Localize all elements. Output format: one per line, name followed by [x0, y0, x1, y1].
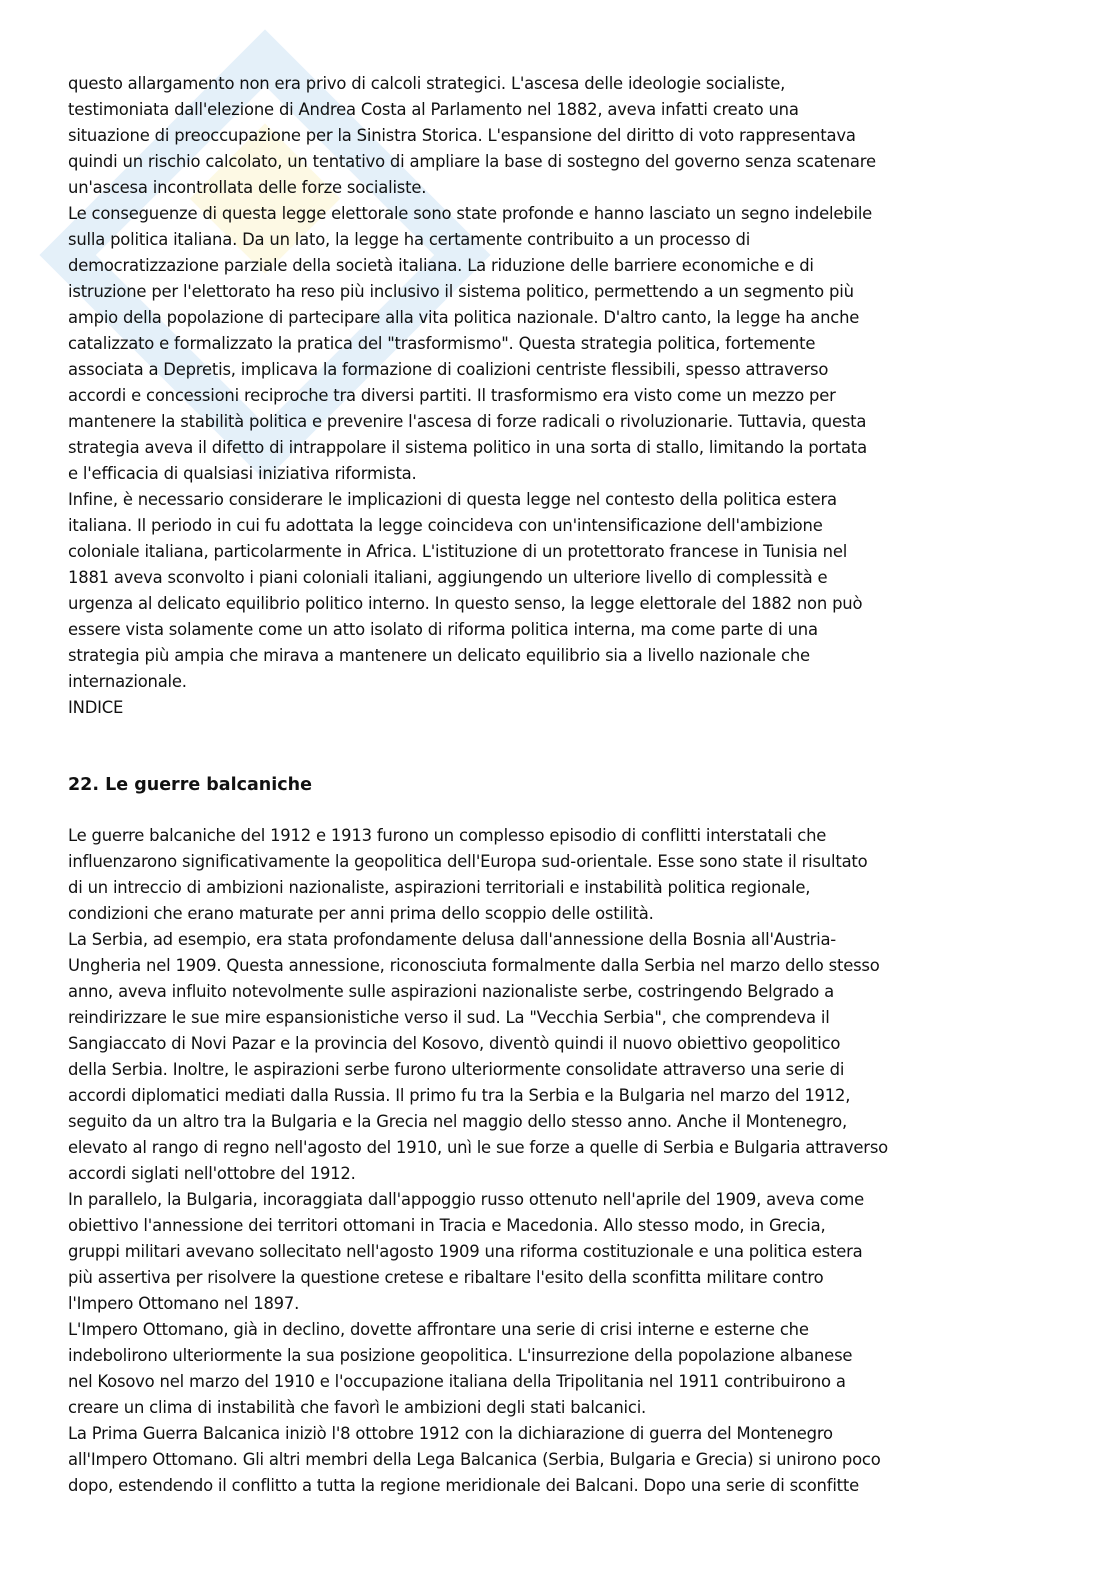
text-line: In parallelo, la Bulgaria, incoraggiata dall'appoggio russo ottenuto nell'aprile del 1909, aveva come [68, 1190, 865, 1209]
text-line: un'ascesa incontrollata delle forze socialiste. [68, 178, 427, 197]
text-line: all'Impero Ottomano. Gli altri membri della Lega Balcanica (Serbia, Bulgaria e Grecia) si unirono poco [68, 1450, 881, 1469]
text-line: Le guerre balcaniche del 1912 e 1913 furono un complesso episodio di conflitti interstatali che [68, 826, 827, 845]
text-line: 1881 aveva sconvolto i piani coloniali italiani, aggiungendo un ulteriore livello di complessità e [68, 568, 828, 587]
text-line: associata a Depretis, implicava la formazione di coalizioni centriste flessibili, spesso attraverso [68, 360, 829, 379]
text-line: essere vista solamente come un atto isolato di riforma politica interna, ma come parte di una [68, 620, 818, 639]
text-line: e l'efficacia di qualsiasi iniziativa riformista. [68, 464, 417, 483]
text-line: della Serbia. Inoltre, le aspirazioni serbe furono ulteriormente consolidate attraverso una serie di [68, 1060, 845, 1079]
text-line: elevato al rango di regno nell'agosto del 1910, unì le sue forze a quelle di Serbia e Bulgaria attraverso [68, 1138, 888, 1157]
text-line: La Serbia, ad esempio, era stata profondamente delusa dall'annessione della Bosnia all'Austria- [68, 930, 837, 949]
text-line: influenzarono significativamente la geopolitica dell'Europa sud-orientale. Esse sono state il risultato [68, 852, 868, 871]
text-line: questo allargamento non era privo di calcoli strategici. L'ascesa delle ideologie socialiste, [68, 74, 786, 93]
text-line: più assertiva per risolvere la questione cretese e ribaltare l'esito della sconfitta militare contro [68, 1268, 824, 1287]
text-line: gruppi militari avevano sollecitato nell'agosto 1909 una riforma costituzionale e una politica estera [68, 1242, 863, 1261]
text-line: nel Kosovo nel marzo del 1910 e l'occupazione italiana della Tripolitania nel 1911 contribuirono a [68, 1372, 846, 1391]
text-line: indebolirono ulteriormente la sua posizione geopolitica. L'insurrezione della popolazione albanese [68, 1346, 853, 1365]
text-line: strategia più ampia che mirava a mantenere un delicato equilibrio sia a livello nazionale che [68, 646, 810, 665]
text-line: anno, aveva influito notevolmente sulle aspirazioni nazionaliste serbe, costringendo Belgrado a [68, 982, 834, 1001]
text-line: accordi e concessioni reciproche tra diversi partiti. Il trasformismo era visto come un mezzo per [68, 386, 836, 405]
paragraph-block-balkan-wars [68, 823, 888, 1499]
text-line: sulla politica italiana. Da un lato, la legge ha certamente contribuito a un processo di [68, 230, 751, 249]
text-line: creare un clima di instabilità che favorì le ambizioni degli stati balcanici. [68, 1398, 647, 1417]
text-line: Sangiaccato di Novi Pazar e la provincia del Kosovo, diventò quindi il nuovo obiettivo geopolitico [68, 1034, 841, 1053]
text-line: coloniale italiana, particolarmente in Africa. L'istituzione di un protettorato francese in Tunisia nel [68, 542, 848, 561]
text-line: accordi siglati nell'ottobre del 1912. [68, 1164, 356, 1183]
index-link[interactable]: INDICE [68, 698, 124, 717]
text-line: La Prima Guerra Balcanica iniziò l'8 ottobre 1912 con la dichiarazione di guerra del Montenegro [68, 1424, 833, 1443]
text-line: di un intreccio di ambizioni nazionaliste, aspirazioni territoriali e instabilità politica regionale, [68, 878, 811, 897]
text-line: Ungheria nel 1909. Questa annessione, riconosciuta formalmente dalla Serbia nel marzo dello stesso [68, 956, 880, 975]
text-line: testimoniata dall'elezione di Andrea Costa al Parlamento nel 1882, aveva infatti creato una [68, 100, 799, 119]
text-line: internazionale. [68, 672, 187, 691]
text-line: dopo, estendendo il conflitto a tutta la regione meridionale dei Balcani. Dopo una serie di sconfitte [68, 1476, 860, 1495]
section-heading: 22. Le guerre balcaniche [68, 775, 312, 795]
paragraph-block-electoral-law [68, 71, 876, 721]
text-line: Infine, è necessario considerare le implicazioni di questa legge nel contesto della politica estera [68, 490, 837, 509]
text-line: l'Impero Ottomano nel 1897. [68, 1294, 300, 1313]
text-line: obiettivo l'annessione dei territori ottomani in Tracia e Macedonia. Allo stesso modo, in Grecia, [68, 1216, 826, 1235]
text-line: mantenere la stabilità politica e prevenire l'ascesa di forze radicali o rivoluzionarie. Tuttavia, questa [68, 412, 867, 431]
text-line: reindirizzare le sue mire espansionistiche verso il sud. La "Vecchia Serbia", che comprendeva il [68, 1008, 830, 1027]
text-line: situazione di preoccupazione per la Sinistra Storica. L'espansione del diritto di voto rappresentava [68, 126, 856, 145]
text-line: urgenza al delicato equilibrio politico interno. In questo senso, la legge elettorale del 1882 non può [68, 594, 863, 613]
text-line: ampio della popolazione di partecipare alla vita politica nazionale. D'altro canto, la legge ha anche [68, 308, 860, 327]
text-line: democratizzazione parziale della società italiana. La riduzione delle barriere economiche e di [68, 256, 814, 275]
text-line: italiana. Il periodo in cui fu adottata la legge coincideva con un'intensificazione dell'ambizione [68, 516, 823, 535]
text-line: seguito da un altro tra la Bulgaria e la Grecia nel maggio dello stesso anno. Anche il Montenegro, [68, 1112, 848, 1131]
text-line: strategia aveva il difetto di intrappolare il sistema politico in una sorta di stallo, limitando la portata [68, 438, 867, 457]
text-line: condizioni che erano maturate per anni prima dello scoppio delle ostilità. [68, 904, 654, 923]
text-line: quindi un rischio calcolato, un tentativo di ampliare la base di sostegno del governo senza scatenare [68, 152, 876, 171]
text-line: accordi diplomatici mediati dalla Russia. Il primo fu tra la Serbia e la Bulgaria nel marzo del 1912, [68, 1086, 851, 1105]
text-line: Le conseguenze di questa legge elettorale sono state profonde e hanno lasciato un segno indelebile [68, 204, 873, 223]
text-line: istruzione per l'elettorato ha reso più inclusivo il sistema politico, permettendo a un segmento più [68, 282, 854, 301]
text-line: L'Impero Ottomano, già in declino, dovette affrontare una serie di crisi interne e esterne che [68, 1320, 809, 1339]
text-line: catalizzato e formalizzato la pratica del "trasformismo". Questa strategia politica, fortemente [68, 334, 816, 353]
